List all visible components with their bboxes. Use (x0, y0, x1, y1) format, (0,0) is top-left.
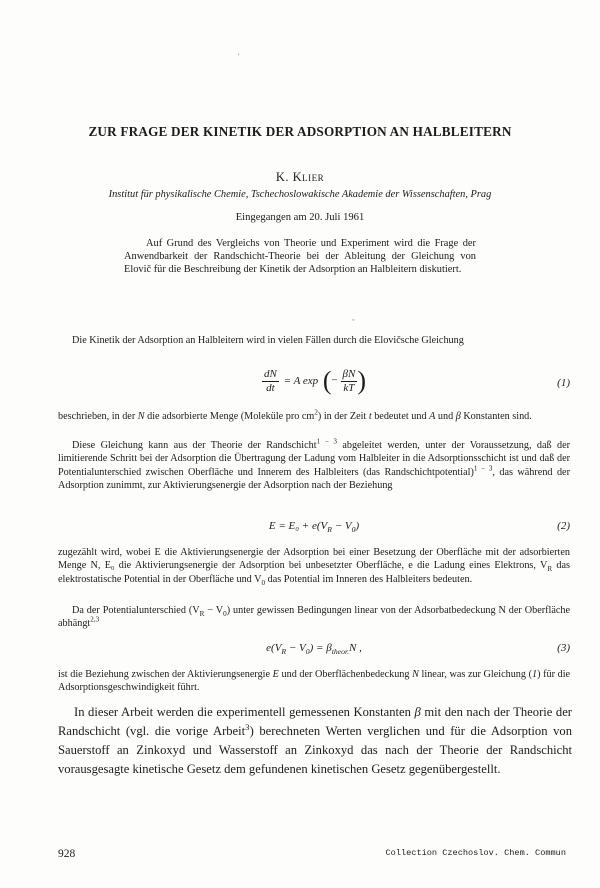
equation-number: (2) (557, 520, 570, 532)
paragraph-aim: In dieser Arbeit werden die experimentell gemessenen Konstanten β mit den nach der Theorie der Randschicht (vgl. die vorige Arbeit$^3$) berechneten Werten verglichen und für die Adsorption von Sauerstoff an Zinkoxyd und Wasserstoff an Zinkoxyd das nach der Theorie der Randschicht vorausgesagte kinetische Gesetz dem gefundenen kinetischen Gesetz gegenübergestellt. (58, 705, 572, 776)
paragraph-intro: Die Kinetik der Adsorption an Halbleitern wird in vielen Fällen durch die Elovičsche Gleichung (72, 335, 464, 346)
equation-2: $E = E_0 + e(V_R - V_0)$ (2) (268, 520, 570, 535)
paragraph-definitions: beschrieben, in der N die adsorbierte Menge (Moleküle pro $cm^2$) in der Zeit t bedeutet und A und β Konstanten sind. (58, 408, 532, 422)
paragraph-theory: Diese Gleichung kann aus der Theorie der Randschicht$^{1 - 3}$ abgeleitet werden, unter der Voraussetzung, daß der limitierende Schritt bei der Adsorption die Übertragung der Ladung vom Halbleiter in die Adsorptionsschicht ist und daß der Potentialunterschied zwischen Oberfläche und Innerem des Halbleiters (das Randschichtpotential)$^{1 - 3}$, das während der Adsorption zunimmt, zur Aktivierungsenergie der Adsorption nach der Beziehung (58, 437, 571, 492)
author-name: K. Klier (275, 170, 325, 184)
author-affiliation: Institut für physikalische Chemie, Tschechoslowakische Akademie der Wissenschaften, Prag (108, 189, 492, 200)
received-date: Eingegangen am 20. Juli 1961 (235, 212, 365, 223)
equation-1: $\frac{dN}{dt}$ = A exp (− $\frac{\beta N}{kT}$ ) (1) (264, 366, 570, 395)
equation-number: (3) (557, 642, 570, 654)
paragraph-linear: Da der Potentialunterschied $(V_R - V_0)$ unter gewissen Bedingungen linear von der Adsorbatbedeckung N der Oberfläche abhängt$^{2,3}$ (58, 605, 570, 630)
scan-speck: ' (238, 52, 240, 61)
equation-number: (1) (557, 377, 570, 389)
equation-3: $e(V_R - V_0) = \beta_{theor.}N$ , (3) (266, 642, 570, 657)
paragraph-conclusion: ist die Beziehung zwischen der Aktivierungsenergie E und der Oberflächenbedeckung N linear, was zur Gleichung (1) für die Adsorptionsgeschwindigkeit führt. (58, 669, 571, 694)
journal-name: Collection Czechoslov. Chem. Commun (385, 848, 566, 858)
scan-speck: ˇ (352, 318, 355, 327)
article-title: ZUR FRAGE DER KINETIK DER ADSORPTION AN HALBLEITERN (88, 124, 512, 139)
abstract: Auf Grund des Vergleichs von Theorie und Experiment wird die Frage der Anwendbarkeit der Randschicht-Theorie bei der Ableitung der Gleichung von Elovič für die Beschreibung der Kinetik der Adsorption an Halbleitern diskutiert. (124, 238, 476, 275)
paragraph-variables: zugezählt wird, wobei E die Aktivierungsenergie der Adsorption bei einer Besetzung der Oberfläche mit der adsorbierten Menge N, E₀ die Aktivierungsenergie der Adsorption bei unbesetzter Oberfläche, e die Ladung eines Elektrons, $V_R$ das elektrostatische Potential in der Oberfläche und $V_0$ das Potential im Inneren des Halbleiters bedeuten. (58, 547, 570, 587)
page-number: 928 (58, 848, 76, 860)
